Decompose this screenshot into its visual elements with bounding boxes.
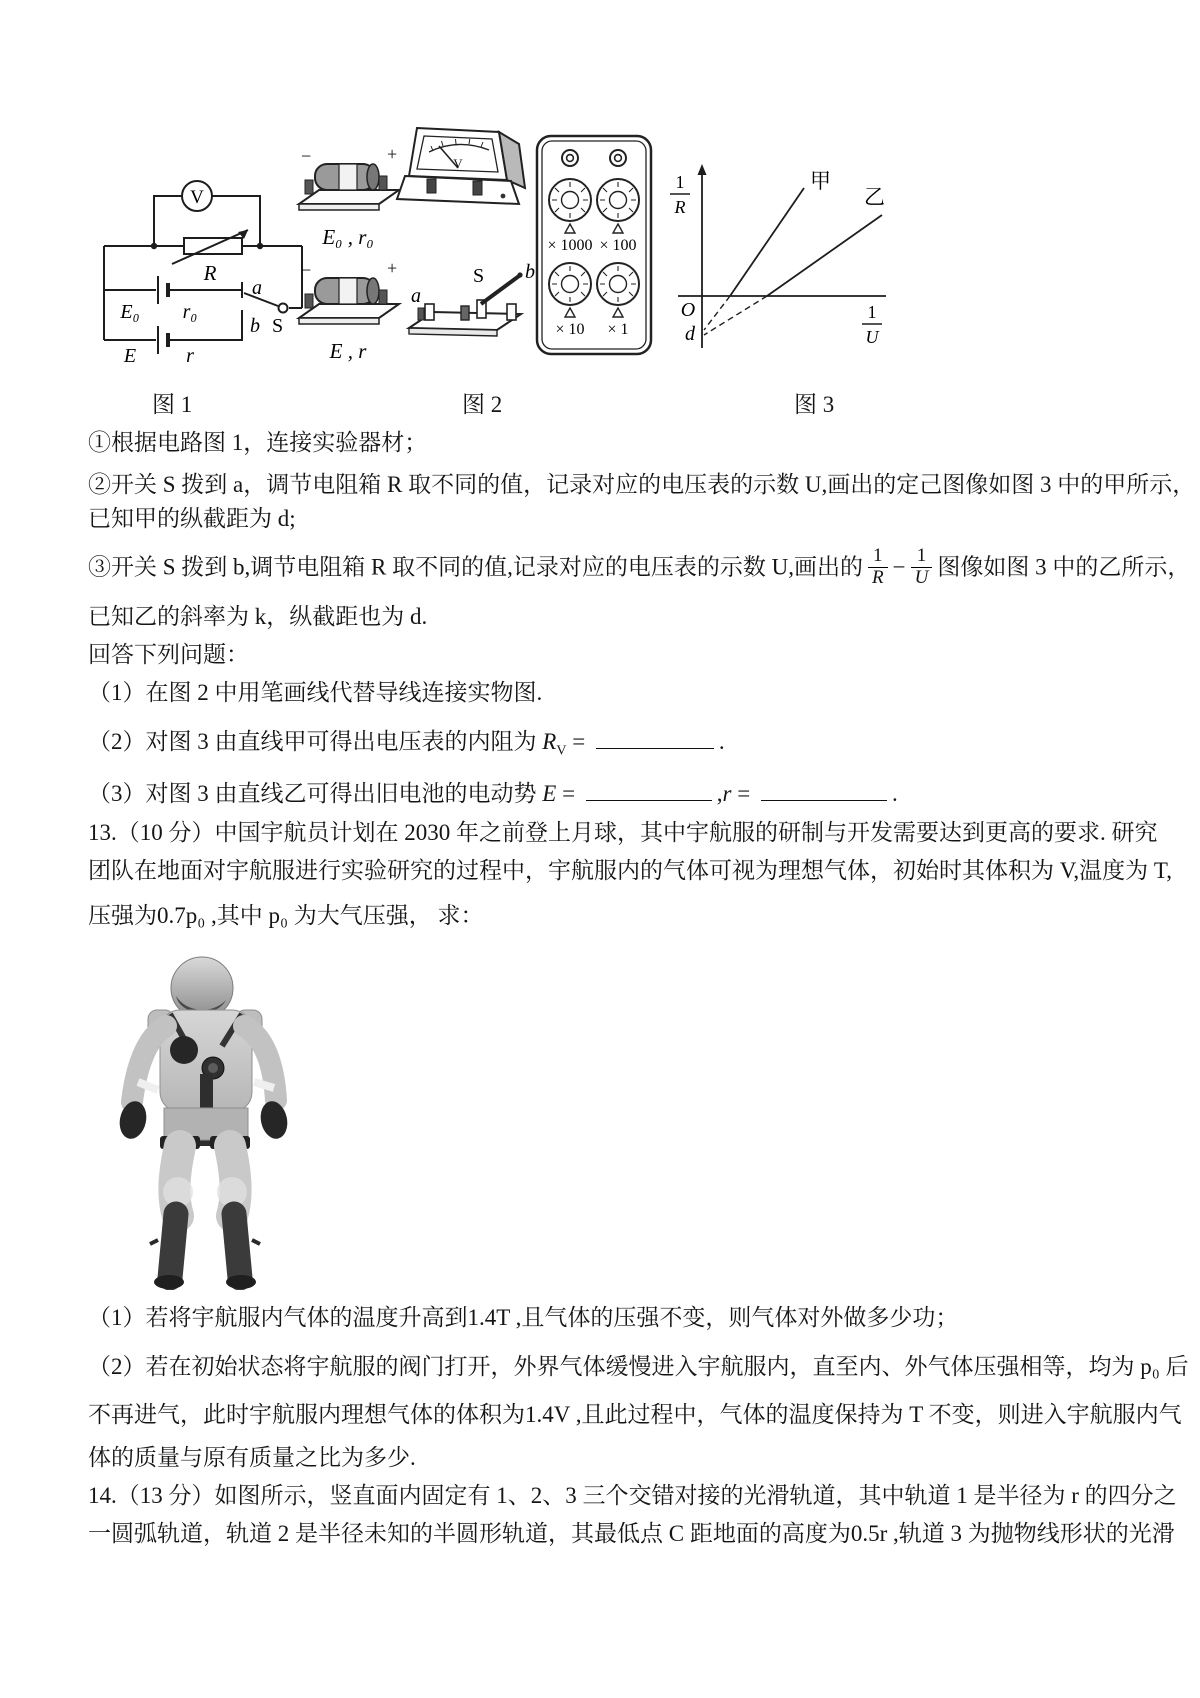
fraction-1-over-R: $\frac{1}{R}$ (868, 546, 888, 588)
emf2-label: E (123, 345, 137, 364)
exp-step-3b: 已知乙的斜率为 k，纵截距也为 d. (88, 604, 428, 629)
svg-text:1: 1 (867, 302, 877, 322)
question-sub1: （1）在图 2 中用笔画线代替导线连接实物图. (88, 680, 543, 705)
step3-text-after: 图像如图 3 中的乙所示， (937, 554, 1191, 580)
battery1-minus: − (301, 146, 312, 166)
emf1-label: E₀ (120, 301, 140, 323)
question-13-line1: 13.（10 分）中国宇航员计划在 2030 年之前登上月球，其中宇航服的研制与开发需要达到更高的要求. 研究 (88, 820, 1158, 845)
battery2-minus: − (301, 260, 312, 280)
line-jia (730, 188, 804, 296)
question-13-sub2-line3: 体的质量与原有质量之比为多少. (88, 1445, 416, 1470)
question-14-line1: 14.（13 分）如图所示，竖直面内固定有 1、2、3 三个交错对接的光滑轨道，其中轨道 1 是半径为 r 的四分之 (88, 1483, 1177, 1508)
y-axis-label (670, 172, 690, 217)
answer-prompt: 回答下列问题： (88, 642, 249, 667)
battery1-label: E₀ , r₀ (322, 225, 374, 249)
figure3-caption: 图 3 (794, 392, 835, 417)
q3-variable-E: E (542, 781, 557, 806)
voltmeter-screen-v: V (453, 156, 463, 171)
voltmeter-label: V (190, 187, 204, 208)
intercept-d-label: d (685, 323, 695, 345)
q2-subscript-V: V (556, 743, 567, 759)
svg-text:R: R (674, 197, 686, 217)
svg-text:U: U (865, 327, 879, 347)
figure2-apparatus (293, 116, 655, 366)
question-sub2: （2）对图 3 由直线甲可得出电压表的内阻为 $R_V$ = . (88, 729, 725, 759)
battery2-label: E , r (329, 339, 367, 363)
question-14-line2: 一圆弧轨道，轨道 2 是半径未知的半圆形轨道，其最低点 C 距地面的高度为0.5r ,轨道 3 为抛物线形状的光滑 (88, 1521, 1175, 1546)
q3-text: （3）对图 3 由直线乙可得出旧电池的电动势 (88, 781, 543, 806)
minus-sign: − (892, 554, 906, 580)
figure3-graph (650, 158, 894, 358)
figure2-caption: 图 2 (462, 392, 503, 417)
r1-label: r₀ (182, 301, 198, 323)
rheostat-label: R (203, 261, 217, 285)
battery1-plus: + (387, 144, 398, 164)
line-jia-label: 甲 (810, 169, 831, 193)
multiplier-100: × 100 (599, 237, 637, 254)
exp-step-3 (88, 545, 1191, 590)
q2-text: （2）对图 3 由直线甲可得出电压表的内阻为 (88, 729, 543, 754)
switch-a-label: a (411, 285, 421, 307)
multiplier-1000: × 1000 (547, 237, 593, 254)
contact-b-label: b (250, 315, 260, 337)
r2-label: r (186, 345, 194, 364)
question-sub3: （3）对图 3 由直线乙可得出旧电池的电动势 E = ,r = . (88, 781, 898, 806)
multiplier-1: × 1 (607, 321, 629, 338)
question-13-sub1: （1）若将宇航服内气体的温度升高到1.4T ,且气体的压强不变，则气体对外做多少功； (88, 1305, 959, 1330)
question-13-sub2-line1: （2）若在初始状态将宇航服的阀门打开，外界气体缓慢进入宇航服内，直至内、外气体压强相等，均为 p₀ 后 (88, 1354, 1189, 1379)
origin-label: O (680, 299, 696, 321)
battery2-plus: + (387, 258, 398, 278)
exp-step-1: ①根据电路图 1，连接实验器材； (88, 430, 428, 455)
figure1-caption: 图 1 (152, 392, 193, 417)
switch-b-label: b (525, 261, 535, 283)
q3-variable-r: r (722, 781, 732, 806)
voltmeter-instrument (397, 128, 525, 204)
figures-row (90, 110, 1120, 417)
multiplier-10: × 10 (555, 321, 585, 338)
question-13-line2: 团队在地面对宇航服进行实验研究的过程中，宇航服内的气体可视为理想气体，初始时其体积为 V,温度为 T, (88, 858, 1172, 883)
astronaut-suit-photo (118, 950, 290, 1290)
line-yi (767, 215, 882, 296)
exp-step-2: ②开关 S 拨到 a，调节电阻箱 R 取不同的值，记录对应的电压表的示数 U,画出的定己图像如图 3 中的甲所示， (88, 472, 1196, 497)
question-13-line3: 压强为0.7p₀ ,其中 p₀ 为大气压强， 求： (88, 903, 484, 928)
question-13-sub2-line2: 不再进气，此时宇航服内理想气体的体积为1.4V ,且此过程中，气体的温度保持为 T 不变，则进入宇航服内气 (88, 1402, 1182, 1427)
svg-text:1: 1 (675, 172, 685, 192)
switch-component (409, 272, 523, 336)
battery2-drawing (299, 258, 399, 324)
line-yi-label: 乙 (864, 185, 885, 209)
switch-label: S (272, 315, 284, 337)
q2-variable-R: R (542, 729, 557, 754)
contact-a-label: a (252, 277, 262, 299)
step3-text-before: ③开关 S 拨到 b,调节电阻箱 R 取不同的值,记录对应的电压表的示数 U,画出的 (88, 554, 863, 580)
x-axis-label (862, 302, 882, 347)
exp-step-2b: 已知甲的纵截距为 d; (88, 506, 296, 531)
fraction-1-over-U: $\frac{1}{U}$ (911, 546, 933, 588)
answer-blank-emf (586, 785, 712, 801)
battery1-drawing (299, 144, 399, 210)
answer-blank-rv (596, 733, 714, 749)
figure1-circuit-diagram (92, 150, 314, 364)
switch-s-label: S (473, 265, 485, 287)
answer-blank-r (761, 785, 887, 801)
